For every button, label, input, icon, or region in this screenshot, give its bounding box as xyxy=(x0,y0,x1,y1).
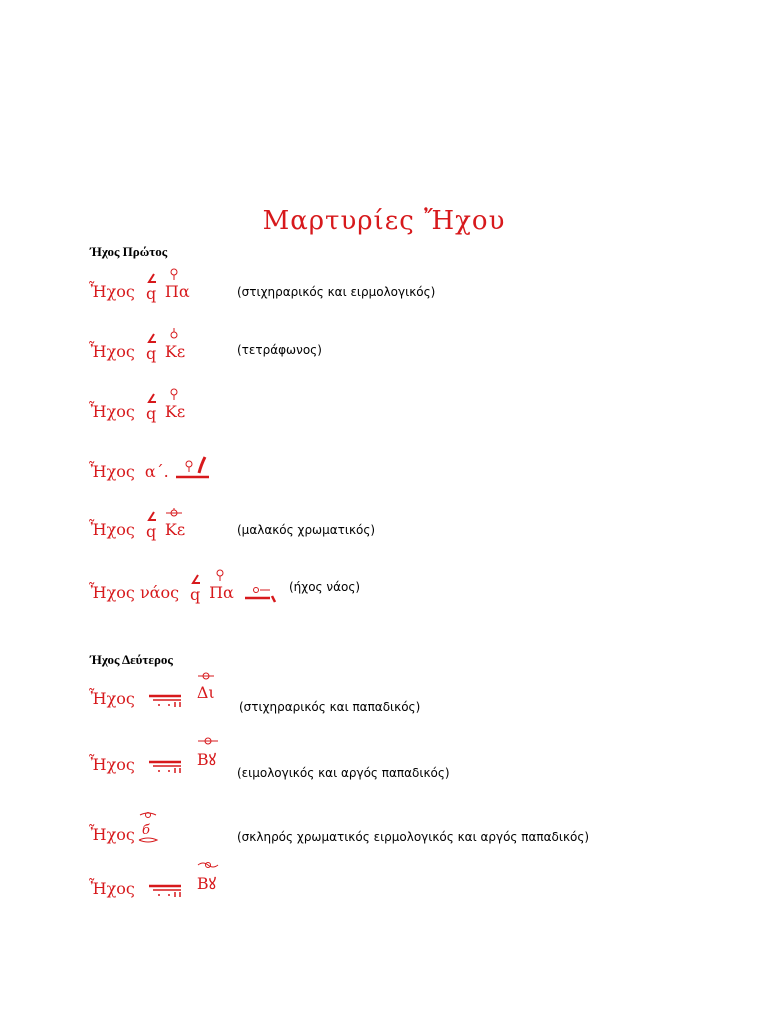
row-note: (ήχος νάος) xyxy=(289,580,361,594)
mode-word: Ἦχος xyxy=(89,755,135,774)
martyria-sign xyxy=(89,333,185,361)
mode-word: Ἦχος xyxy=(89,689,135,708)
row-note: (στιχηραρικός και ειρμολογικός) xyxy=(237,285,436,299)
chroa-mark-icon xyxy=(197,860,219,870)
section-heading-second-mode: Ήχος Δεύτερος xyxy=(90,652,173,667)
circle-mark-icon xyxy=(215,569,225,581)
mode-word: Ἦχος xyxy=(89,402,135,421)
martyria-syllable: Δι xyxy=(197,683,215,702)
row-note: (σκληρός χρωματικός ειρμολογικός και αργός παπαδικός) xyxy=(237,830,590,844)
second-mode-sign-icon xyxy=(145,758,185,774)
first-mode-sign-icon xyxy=(145,333,159,361)
martyria-syllable: Κε xyxy=(165,520,185,539)
martyria-sign xyxy=(89,574,282,602)
row-note: (τετράφωνος) xyxy=(237,343,322,357)
martyria-syllable: Βꙋ xyxy=(197,748,216,770)
row-note: (ειμολογικός και αργός παπαδικός) xyxy=(237,766,450,780)
svg-text:q: q xyxy=(145,284,157,303)
mode-word: Ἦχος xyxy=(89,879,135,898)
martyria-syllable: Κε xyxy=(165,342,185,361)
page-title: Μαρτυρίες Ἤχου xyxy=(262,206,506,236)
oligon-sign-icon xyxy=(175,455,211,481)
martyria-sign xyxy=(89,393,185,421)
martyria-syllable: Πα xyxy=(209,583,234,602)
martyria-syllable: Πα xyxy=(165,282,190,301)
mode-word: Ἦχος xyxy=(89,462,135,481)
mode-word: Ἦχος xyxy=(89,282,135,301)
circle-mark-icon xyxy=(169,268,179,280)
martyria-sign xyxy=(89,683,215,708)
first-mode-sign-icon xyxy=(189,574,203,602)
martyria-sign xyxy=(89,812,165,844)
martyria-sign xyxy=(89,273,190,301)
circle-mark-icon xyxy=(169,328,179,340)
row-note: (στιχηραρικός και παπαδικός) xyxy=(239,700,421,714)
first-mode-sign-icon xyxy=(145,273,159,301)
svg-text:q: q xyxy=(145,344,157,363)
first-mode-sign-icon xyxy=(145,393,159,421)
row-note: (μαλακός χρωματικός) xyxy=(237,523,376,537)
hard-chromatic-sign-icon xyxy=(137,812,159,844)
svg-text:q: q xyxy=(145,522,157,541)
svg-text:б: б xyxy=(141,823,150,838)
mode-word: Ἦχος xyxy=(89,520,135,539)
mode-word: Ἦχος xyxy=(89,342,135,361)
svg-text:q: q xyxy=(145,404,157,423)
mode-word: Ἦχος νάος xyxy=(89,583,180,602)
martyria-sign xyxy=(89,511,185,539)
chroa-mark-icon xyxy=(197,671,215,681)
second-mode-sign-icon xyxy=(145,882,185,898)
martyria-sign xyxy=(89,748,216,774)
martyria-syllable: Βꙋ xyxy=(197,872,216,894)
second-mode-sign-icon xyxy=(145,692,185,708)
naos-sign-icon xyxy=(244,586,276,602)
section-heading-first-mode: Ήχος Πρώτος xyxy=(90,244,168,259)
svg-text:q: q xyxy=(190,585,201,604)
chroa-mark-icon xyxy=(197,736,219,746)
chroa-mark-icon xyxy=(165,508,183,518)
circle-mark-icon xyxy=(169,388,179,400)
mode-word: Ἦχος xyxy=(89,825,135,844)
martyria-syllable: α΄. xyxy=(144,462,169,481)
first-mode-sign-icon xyxy=(145,511,159,539)
martyria-syllable: Κε xyxy=(165,402,185,421)
martyria-sign xyxy=(89,455,217,481)
martyria-sign xyxy=(89,872,216,898)
